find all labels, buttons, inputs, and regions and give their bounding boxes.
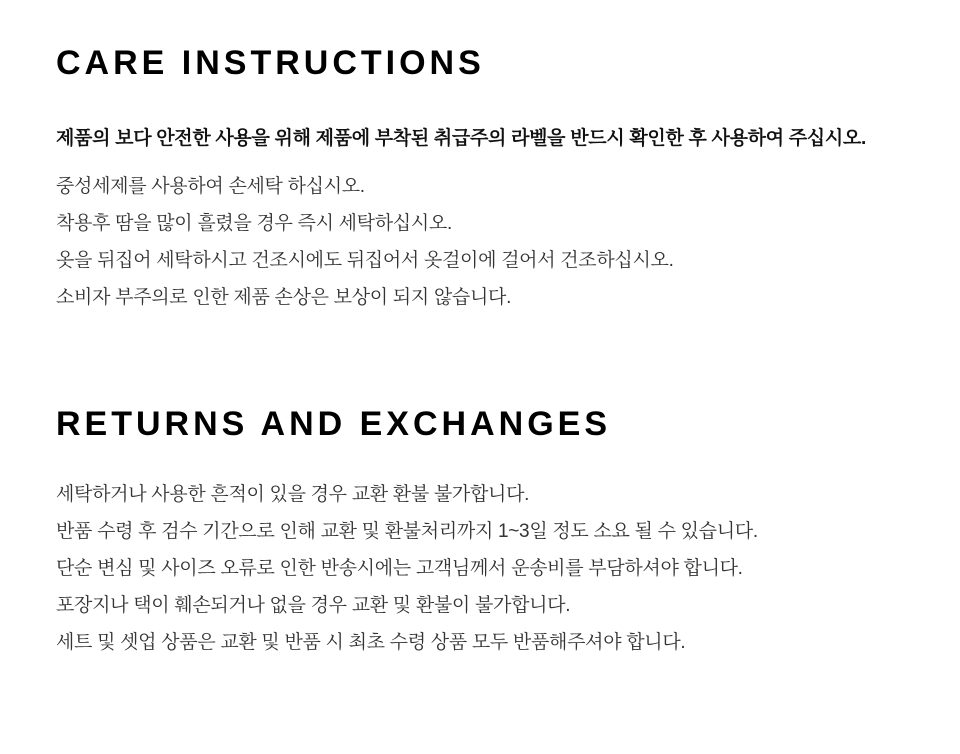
care-instructions-title: CARE INSTRUCTIONS xyxy=(56,44,485,82)
care-line: 중성세제를 사용하여 손세탁 하십시오. xyxy=(56,176,365,197)
returns-exchanges-title: RETURNS AND EXCHANGES xyxy=(56,405,612,443)
returns-line: 세탁하거나 사용한 흔적이 있을 경우 교환 환불 불가합니다. xyxy=(56,484,530,505)
care-line: 소비자 부주의로 인한 제품 손상은 보상이 되지 않습니다. xyxy=(56,287,512,308)
returns-line: 세트 및 셋업 상품은 교환 및 반품 시 최초 수령 상품 모두 반품해주셔야 합니다. xyxy=(56,632,686,653)
care-line: 옷을 뒤집어 세탁하시고 건조시에도 뒤집어서 옷걸이에 걸어서 건조하십시오. xyxy=(56,250,674,271)
returns-exchanges-list xyxy=(56,476,904,661)
returns-line: 반품 수령 후 검수 기간으로 인해 교환 및 환불처리까지 1~3일 정도 소요 될 수 있습니다. xyxy=(56,521,758,542)
care-instructions-list xyxy=(56,168,904,316)
returns-line: 단순 변심 및 사이즈 오류로 인한 반송시에는 고객님께서 운송비를 부담하셔야 합니다. xyxy=(56,558,743,579)
returns-line: 포장지나 택이 훼손되거나 없을 경우 교환 및 환불이 불가합니다. xyxy=(56,595,571,616)
care-intro-notice: 제품의 보다 안전한 사용을 위해 제품에 부착된 취급주의 라벨을 반드시 확인한 후 사용하여 주십시오. xyxy=(56,128,866,149)
care-line: 착용후 땀을 많이 흘렸을 경우 즉시 세탁하십시오. xyxy=(56,213,452,234)
